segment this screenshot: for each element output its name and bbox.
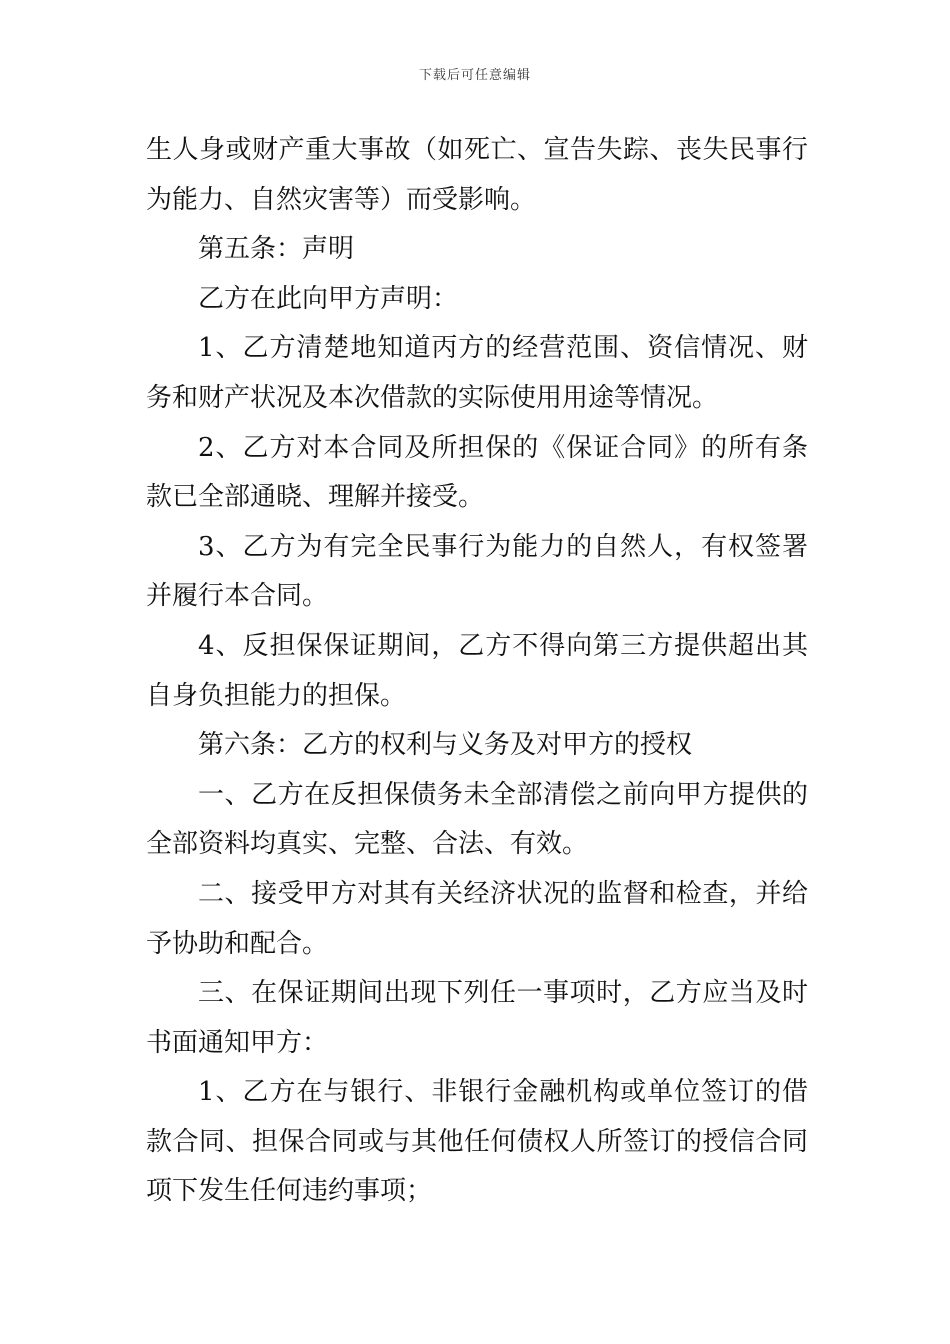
article-heading: 第五条：声明 — [198, 234, 355, 265]
list-item: 一、乙方在反担保债务未全部清偿之前向甲方提供的全部资料均真实、完整、合法、有效。 — [146, 779, 808, 860]
list-item: 1、乙方在与银行、非银行金融机构或单位签订的借款合同、担保合同或与其他任何债权人所签订的授信合同项下发生任何违约事项； — [146, 1077, 808, 1207]
document-body — [146, 126, 808, 1217]
list-item: 3、乙方为有完全民事行为能力的自然人，有权签署并履行本合同。 — [146, 531, 808, 612]
list-item: 4、反担保保证期间，乙方不得向第三方提供超出其自身负担能力的担保。 — [146, 630, 808, 711]
list-item: 1、乙方清楚地知道丙方的经营范围、资信情况、财务和财产状况及本次借款的实际使用用途等情况。 — [146, 333, 808, 413]
page-header: 下载后可任意编辑 — [418, 68, 531, 83]
article-heading: 第六条：乙方的权利与义务及对甲方的授权 — [198, 730, 693, 761]
paragraph: 生人身或财产重大事故（如死亡、宣告失踪、丧失民事行为能力、自然灾害等）而受影响。 — [146, 135, 808, 215]
list-item: 2、乙方对本合同及所担保的《保证合同》的所有条款已全部通晓、理解并接受。 — [146, 432, 808, 513]
list-item: 二、接受甲方对其有关经济状况的监督和检查，并给予协助和配合。 — [146, 878, 808, 959]
list-item: 三、在保证期间出现下列任一事项时，乙方应当及时书面通知甲方： — [146, 978, 808, 1058]
paragraph: 乙方在此向甲方声明： — [198, 283, 459, 314]
